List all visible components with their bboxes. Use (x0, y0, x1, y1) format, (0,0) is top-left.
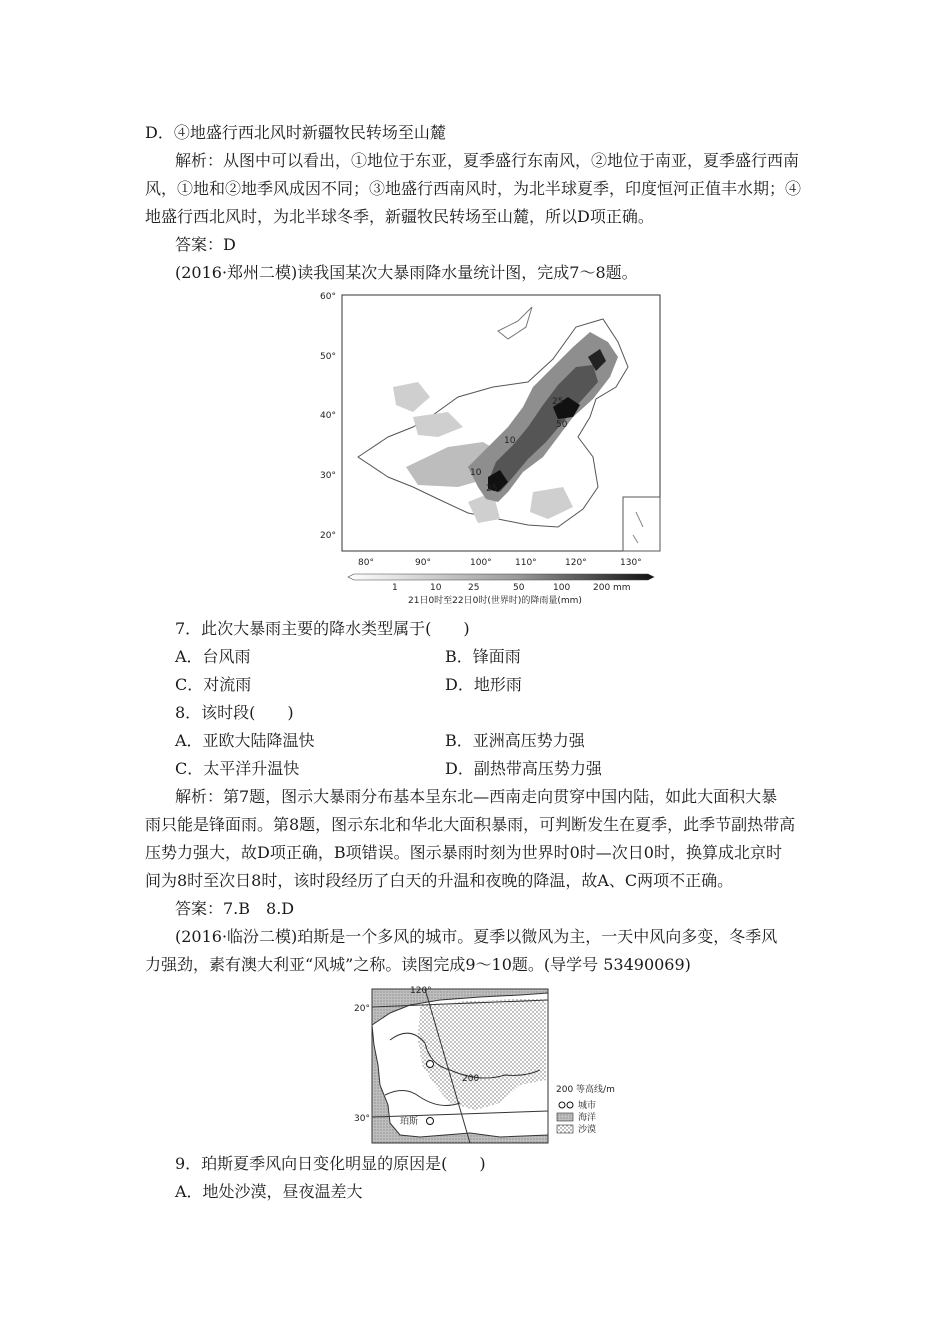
analysis-line: 解析：第7题，图示大暴雨分布基本呈东北—西南走向贯穿中国内陆，如此大面积大暴 (175, 787, 778, 806)
contour-label: 50 (556, 420, 568, 430)
contour-label: 10 (504, 436, 516, 446)
lat-label: 40° (320, 411, 336, 421)
question-7-stem: 7．此次大暴雨主要的降水类型属于( ) (175, 619, 470, 638)
option-c: C．对流雨 (175, 675, 252, 694)
perth-map (350, 985, 640, 1145)
answer-line: 答案：D (175, 235, 236, 254)
question-intro: (2016·郑州二模)读我国某次大暴雨降水量统计图，完成7～8题。 (175, 263, 638, 282)
lon-label: 130° (620, 558, 642, 568)
option-d: D．地形雨 (445, 675, 522, 694)
legend-city: 城市 (578, 1101, 597, 1111)
lat-label: 50° (320, 352, 336, 362)
analysis-line: 压势力强大，故D项正确，B项错误。图示暴雨时刻为世界时0时—次日0时，换算成北京时 (145, 843, 782, 862)
contour-label: 200 (462, 1074, 480, 1084)
analysis-line: 解析：从图中可以看出，①地位于东亚，夏季盛行东南风，②地位于南亚，夏季盛行西南 (175, 151, 800, 170)
answer-line: 答案：7.B 8.D (175, 899, 295, 918)
option-b: B．锋面雨 (445, 647, 521, 666)
contour-label: 25 (552, 397, 564, 407)
analysis-line: 风，①地和②地季风成因不同；③地盛行西南风时，为北半球夏季，印度恒河正值丰水期；④ (145, 179, 802, 198)
legend-value: 25 (468, 583, 480, 593)
analysis-line: 地盛行西北风时，为北半球冬季，新疆牧民转场至山麓，所以D项正确。 (145, 207, 654, 226)
lat-label: 20° (320, 531, 336, 541)
contour-label: 25 (486, 484, 498, 494)
contour-label: 10 (470, 468, 482, 478)
legend-value: 1 (392, 583, 398, 593)
question-9-stem: 9．珀斯夏季风向日变化明显的原因是( ) (175, 1154, 486, 1173)
legend-value: 10 (430, 583, 442, 593)
option-c: C．太平洋升温快 (175, 759, 300, 778)
legend-value: 200 mm (593, 583, 631, 593)
option-b: B．亚洲高压势力强 (445, 731, 585, 750)
legend-value: 100 (553, 583, 571, 593)
lon-label: 100° (470, 558, 492, 568)
lon-label: 90° (415, 558, 431, 568)
lat-label: 30° (320, 471, 336, 481)
analysis-line: 雨只能是锋面雨。第8题，图示东北和华北大面积暴雨，可判断发生在夏季，此季节副热带高 (145, 815, 796, 834)
option-d-q6: D．④地盛行西北风时新疆牧民转场至山麓 (145, 123, 446, 142)
legend-caption: 21日0时至22日0时(世界时)的降雨量(mm) (408, 596, 582, 606)
option-a: A．亚欧大陆降温快 (175, 731, 315, 750)
legend-desert: 沙漠 (578, 1125, 597, 1135)
lon-label: 120° (410, 986, 432, 996)
city-label: 珀斯 (400, 1117, 419, 1127)
lon-label: 120° (565, 558, 587, 568)
legend-contour: 200 等高线/m (556, 1085, 615, 1095)
lon-label: 80° (358, 558, 374, 568)
question-intro: 力强劲，素有澳大利亚“风城”之称。读图完成9～10题。(导学号 53490069) (145, 955, 691, 974)
rainfall-map (318, 287, 670, 609)
option-a: A．台风雨 (175, 647, 251, 666)
option-d: D．副热带高压势力强 (445, 759, 602, 778)
lat-label: 30° (354, 1114, 370, 1124)
option-a: A．地处沙漠，昼夜温差大 (175, 1182, 363, 1201)
lat-label: 20° (354, 1004, 370, 1014)
question-intro: (2016·临汾二模)珀斯是一个多风的城市。夏季以微风为主，一天中风向多变，冬季风 (175, 927, 778, 946)
legend-ocean: 海洋 (578, 1113, 597, 1123)
analysis-line: 间为8时至次日8时，该时段经历了白天的升温和夜晚的降温，故A、C两项不正确。 (145, 871, 734, 890)
lat-label: 60° (320, 292, 336, 302)
legend-value: 50 (513, 583, 525, 593)
lon-label: 110° (515, 558, 537, 568)
question-8-stem: 8．该时段( ) (175, 703, 294, 722)
